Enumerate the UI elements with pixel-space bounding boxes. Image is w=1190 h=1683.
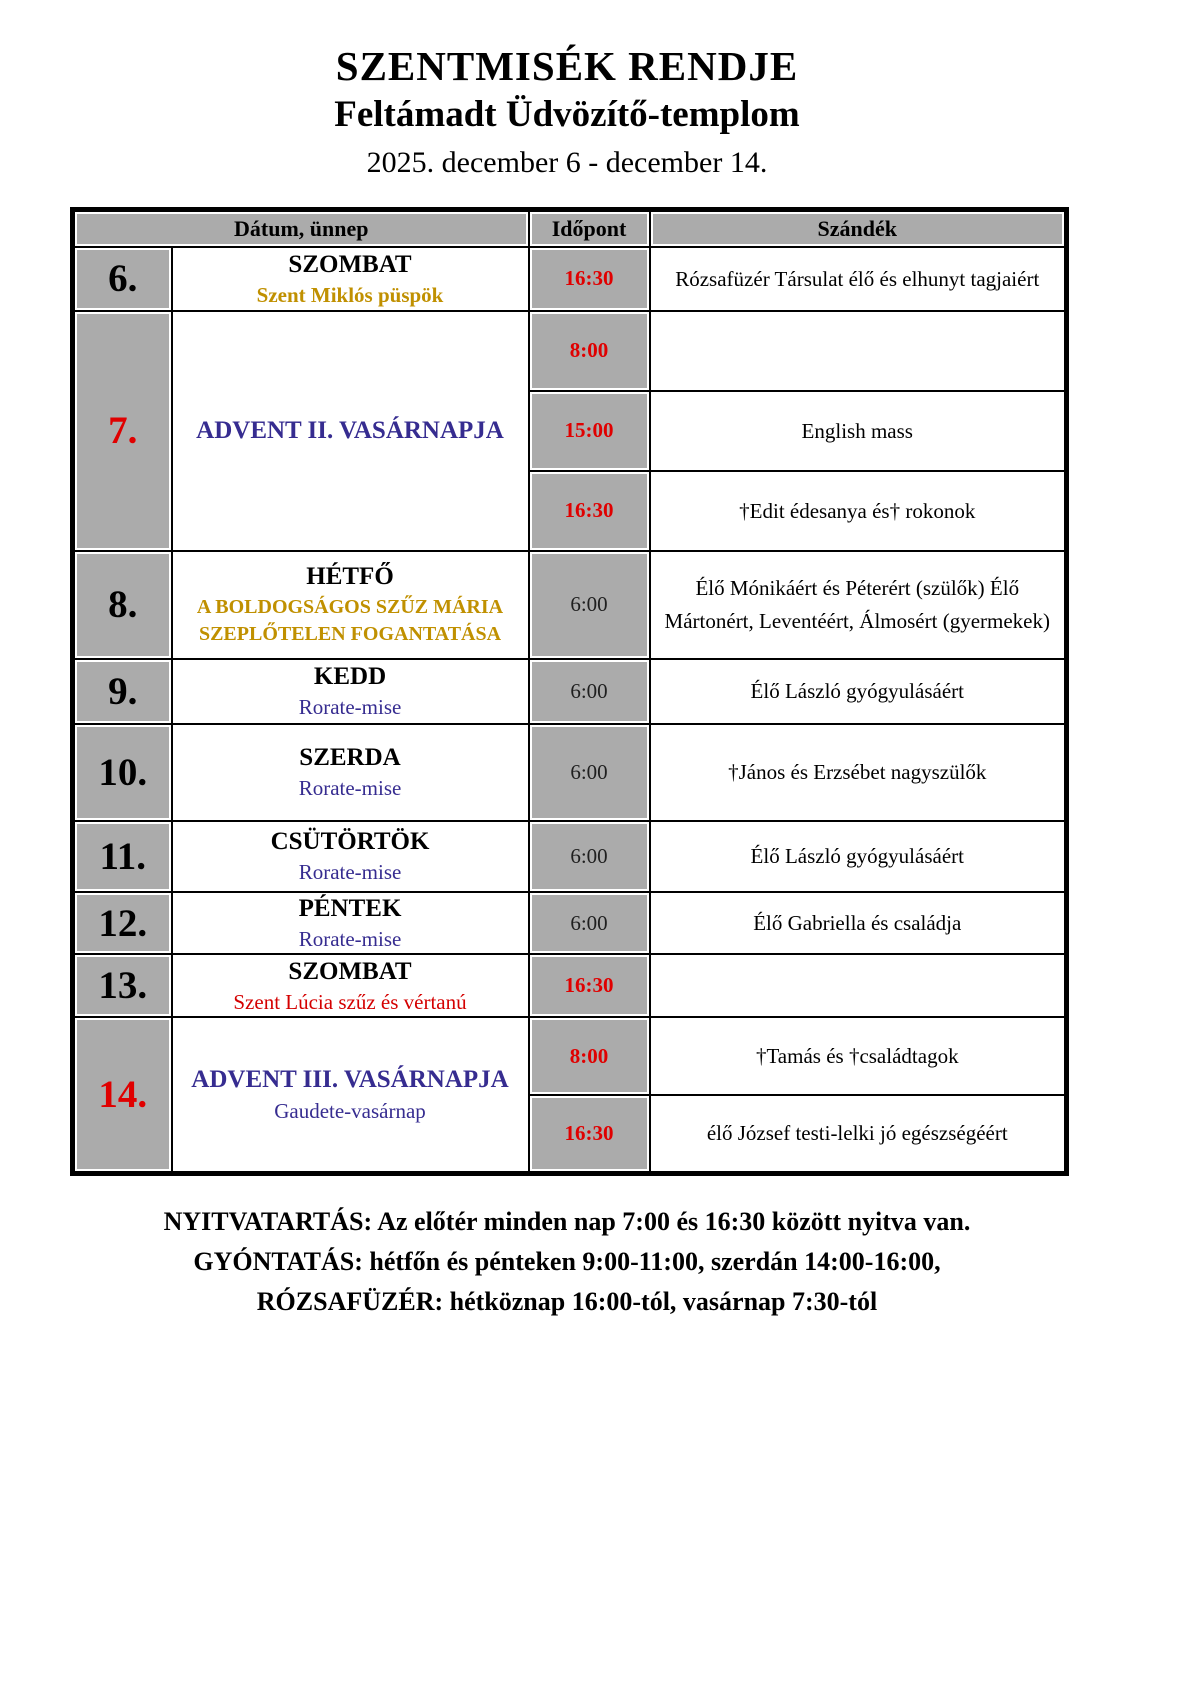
table-row-dec6 <box>73 247 1067 311</box>
intention-cell: English mass <box>650 391 1067 471</box>
time-cell: 16:30 <box>529 1095 650 1173</box>
col-header-date-feast: Dátum, ünnep <box>73 209 529 247</box>
intention-cell: Élő László gyógyulásáért <box>650 821 1067 892</box>
footer-notes <box>70 1202 1064 1323</box>
day-name: KEDD <box>313 663 387 690</box>
feast-name: Szent Miklós püspök <box>256 282 444 307</box>
time-cell: 16:30 <box>529 471 650 551</box>
intention-cell: élő József testi-lelki jó egészségéért <box>650 1095 1067 1173</box>
feast-name: Gaudete-vasárnap <box>274 1098 426 1123</box>
time-cell: 15:00 <box>529 391 650 471</box>
document-content <box>70 0 1064 1323</box>
col-header-intention: Szándék <box>650 209 1067 247</box>
time-cell: 8:00 <box>529 1017 650 1095</box>
intention-cell: †Edit édesanya és† rokonok <box>650 471 1067 551</box>
day-name: CSÜTÖRTÖK <box>270 828 430 855</box>
feast-name: Rorate-mise <box>298 695 402 720</box>
date-cell: 11. <box>73 821 172 892</box>
date-cell: 6. <box>73 247 172 311</box>
date-range: 2025. december 6 - december 14. <box>366 145 768 179</box>
day-name: SZOMBAT <box>288 250 412 278</box>
date-cell: 14. <box>73 1017 172 1173</box>
rosary-note: RÓZSAFÜZÉR: hétköznap 16:00-tól, vasárnap 7:30-tól <box>256 1287 878 1317</box>
page-title: SZENTMISÉK RENDJE <box>335 43 799 89</box>
feast-name: Rorate-mise <box>298 860 402 885</box>
confession-note: GYÓNTATÁS: hétfőn és pénteken 9:00-11:00, szerdán 14:00-16:00, <box>193 1247 941 1277</box>
day-name: ADVENT II. VASÁRNAPJA <box>196 417 504 445</box>
intention-cell: Rózsafüzér Társulat élő és elhunyt tagjaiért <box>650 247 1067 311</box>
feast-name: Rorate-mise <box>298 927 402 952</box>
day-cell <box>172 821 529 892</box>
day-name: SZERDA <box>299 744 401 771</box>
time-cell: 6:00 <box>529 892 650 955</box>
intention-cell: Élő László gyógyulásáért <box>650 659 1067 724</box>
table-row-dec14-slot1 <box>73 1017 1067 1095</box>
day-cell <box>172 892 529 955</box>
time-cell: 16:30 <box>529 954 650 1017</box>
day-cell <box>172 724 529 821</box>
day-cell <box>172 954 529 1017</box>
col-header-time: Időpont <box>529 209 650 247</box>
intention-cell: †János és Erzsébet nagyszülők <box>650 724 1067 821</box>
time-cell: 6:00 <box>529 551 650 659</box>
intention-cell <box>650 311 1067 391</box>
time-cell: 8:00 <box>529 311 650 391</box>
date-cell: 13. <box>73 954 172 1017</box>
table-row-dec10 <box>73 724 1067 821</box>
date-cell: 9. <box>73 659 172 724</box>
day-cell <box>172 247 529 311</box>
date-cell: 8. <box>73 551 172 659</box>
intention-cell: Élő Gabriella és családja <box>650 892 1067 955</box>
date-cell: 12. <box>73 892 172 955</box>
intention-cell <box>650 954 1067 1017</box>
feast-name: A BOLDOGSÁGOS SZŰZ MÁRIA SZEPLŐTELEN FOGANTATÁSA <box>196 596 504 646</box>
feast-name: Rorate-mise <box>298 776 402 801</box>
time-cell: 6:00 <box>529 821 650 892</box>
table-row-dec12 <box>73 892 1067 955</box>
day-cell <box>172 311 529 551</box>
day-name: PÉNTEK <box>298 894 402 922</box>
table-header-row <box>73 209 1067 247</box>
table-row-dec13 <box>73 954 1067 1017</box>
day-cell <box>172 1017 529 1173</box>
day-name: HÉTFŐ <box>306 563 394 591</box>
date-cell: 7. <box>73 311 172 551</box>
opening-hours-note: NYITVATARTÁS: Az előtér minden nap 7:00 és 16:30 között nyitva van. <box>163 1206 971 1236</box>
time-cell: 6:00 <box>529 724 650 821</box>
day-name: SZOMBAT <box>288 957 412 985</box>
feast-name: Szent Lúcia szűz és vértanú <box>233 989 467 1014</box>
time-cell: 16:30 <box>529 247 650 311</box>
day-cell <box>172 551 529 659</box>
church-name: Feltámadt Üdvözítő-templom <box>334 94 800 136</box>
intention-cell: †Tamás és †családtagok <box>650 1017 1067 1095</box>
mass-schedule-table <box>70 207 1069 1176</box>
intention-cell: Élő Mónikáért és Péterért (szülők) Élő Mártonért, Leventéért, Álmosért (gyermekek) <box>650 551 1067 659</box>
day-name: ADVENT III. VASÁRNAPJA <box>191 1066 509 1094</box>
table-row-dec9 <box>73 659 1067 724</box>
day-cell <box>172 659 529 724</box>
table-row-dec8 <box>73 551 1067 659</box>
date-cell: 10. <box>73 724 172 821</box>
table-row-dec7-slot1 <box>73 311 1067 391</box>
time-cell: 6:00 <box>529 659 650 724</box>
table-row-dec11 <box>73 821 1067 892</box>
